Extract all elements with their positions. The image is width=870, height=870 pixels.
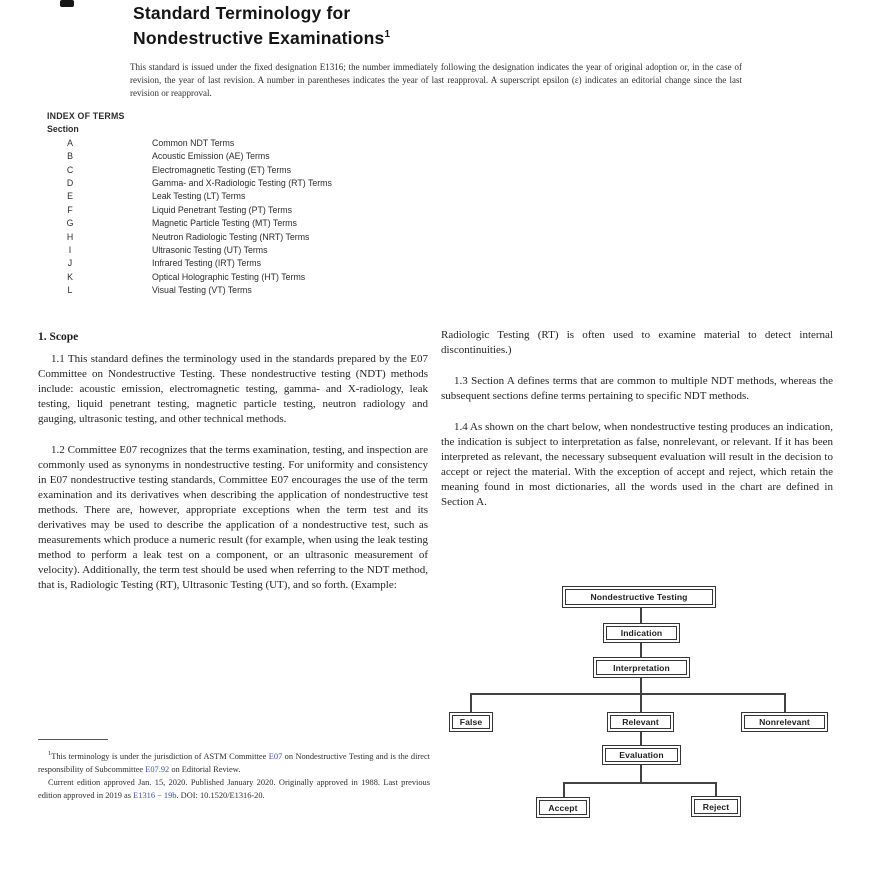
connector-line	[563, 782, 565, 797]
section-letter: K	[67, 271, 73, 282]
flowchart-node-indication: Indication	[603, 623, 680, 643]
section-letter: J	[67, 258, 73, 269]
paragraph-1-2-continued: Radiologic Testing (RT) is often used to examine material to detect internal discontinuities.)	[441, 329, 833, 356]
section-letter: F	[67, 204, 73, 215]
footnote-divider	[38, 739, 108, 740]
index-row	[47, 257, 467, 270]
index-row	[47, 204, 467, 217]
index-section-label: Section	[47, 124, 79, 135]
paragraph-1-3: 1.3 Section A defines terms that are common to multiple NDT methods, whereas the subsequent sections define terms pertaining to specific NDT methods.	[441, 375, 833, 402]
connector-line	[640, 608, 642, 623]
body-column-right	[441, 328, 833, 510]
connector-line	[640, 643, 642, 657]
paragraph-1-2: 1.2 Committee E07 recognizes that the terms examination, testing, and inspection are commonly used as synonyms in nondestructive testing. For uniformity and consistency in E07 nondestructive testing standards, Committee E07 encourages the use of the term examination and its derivatives when describing the application of nondestructive test methods. There are, however, appropriate exceptions when the term test and its derivatives may be used to describe the application of a nondestructive test, such as measurements which produce a numeric result (for example, when using the leak testing method to perform a leak test on a component, or an ultrasonic measurement of velocity). Additionally, the term test should be used when referring to the NDT method, that is, Radiologic Testing (RT), Ultrasonic Testing (UT), and so forth. (Example:	[38, 444, 428, 591]
index-row	[47, 164, 467, 177]
footnote-text-segment: This terminology is under the jurisdiction of ASTM Committee	[51, 751, 269, 761]
section-term: Common NDT Terms	[152, 137, 235, 148]
designation-boilerplate: This standard is issued under the fixed designation E1316; the number immediately following the designation indicates the year of original adoption or, in the case of revision, the year of last revision. A number in parentheses indicates the year of last reapproval. A superscript epsilon (ε) indicates an editorial change since the last revision or reapproval.	[130, 62, 742, 98]
section-term: Ultrasonic Testing (UT) Terms	[152, 244, 268, 255]
index-row	[47, 217, 467, 230]
section-letter: H	[66, 231, 74, 242]
subcommittee-link[interactable]: E07.92	[145, 764, 170, 774]
flowchart-node-interpretation: Interpretation	[593, 657, 690, 678]
previous-edition-link[interactable]: E1316 − 19b	[133, 790, 177, 800]
title-footnote-marker: 1	[384, 29, 391, 40]
index-row	[47, 244, 467, 257]
footnote-marker: 1	[48, 750, 52, 757]
index-row	[47, 271, 467, 284]
section-term: Neutron Radiologic Testing (NRT) Terms	[152, 231, 310, 242]
flowchart-node-accept: Accept	[536, 797, 590, 818]
paragraph-1-4: 1.4 As shown on the chart below, when nondestructive testing produces an indication, the indication is subject to interpretation as false, nonrelevant, or relevant. If it has been interpreted as relevant, the necessary subsequent evaluation will result in the decision to accept or reject the material. With the exception of accept and reject, which retain the meaning found in most dictionaries, all the words used in the chart are defined in Section A.	[441, 421, 833, 508]
index-row	[47, 177, 467, 190]
section-term: Acoustic Emission (AE) Terms	[152, 151, 270, 162]
connector-line	[784, 693, 786, 712]
footnote-text-segment: on Nondestructive Testing and is the direct responsibility of Subcommittee	[38, 751, 430, 774]
committee-link[interactable]: E07	[268, 751, 283, 761]
body-column-left	[38, 328, 428, 593]
footnote-1	[38, 747, 430, 776]
scan-artifact-mark	[60, 0, 74, 7]
flowchart-node-false: False	[449, 712, 493, 732]
section-term: Electromagnetic Testing (ET) Terms	[152, 164, 292, 175]
section-term: Gamma- and X-Radiologic Testing (RT) Terms	[152, 177, 332, 188]
flowchart-node-nonrelevant: Nonrelevant	[741, 712, 828, 732]
index-row	[47, 150, 467, 163]
connector-line	[640, 765, 642, 782]
footnote-edition	[38, 776, 430, 802]
flowchart-node-evaluation: Evaluation	[602, 745, 681, 765]
section-letter: B	[67, 151, 73, 162]
connector-line	[715, 782, 717, 797]
section-term: Infrared Testing (IRT) Terms	[152, 258, 262, 269]
index-row	[47, 284, 467, 297]
section-term: Optical Holographic Testing (HT) Terms	[152, 271, 306, 282]
section-term: Liquid Penetrant Testing (PT) Terms	[152, 204, 293, 215]
connector-line	[640, 678, 642, 693]
flowchart-node-relevant: Relevant	[607, 712, 674, 732]
connector-line	[640, 693, 642, 712]
footnote-text-segment: on Editorial Review.	[169, 764, 241, 774]
ndt-flowchart	[441, 586, 839, 828]
footnote-block	[38, 739, 430, 802]
scope-heading: 1. Scope	[38, 331, 79, 343]
paragraph-1-1: 1.1 This standard defines the terminology used in the standards prepared by the E07 Committee on Nondestructive Testing. These nondestructive testing (NDT) methods include: acoustic emission, electromagnetic testing, gamma- and X-radiology, leak testing, liquid penetrant testing, magnetic particle testing, neutron radiology and gauging, ultrasonic testing, and other technical methods.	[38, 353, 428, 425]
section-letter: G	[66, 218, 74, 229]
footnote-text-segment: Current edition approved Jan. 15, 2020. Published January 2020. Originally approved in 1988. Last previous edition approved in 2019 as	[38, 777, 430, 800]
section-letter: C	[66, 164, 74, 175]
index-row	[47, 190, 467, 203]
section-term: Leak Testing (LT) Terms	[152, 191, 246, 202]
flowchart-node-nondestructive-testing: Nondestructive Testing	[562, 586, 716, 608]
section-letter: I	[68, 244, 72, 255]
index-of-terms	[47, 110, 467, 298]
section-letter: L	[67, 285, 73, 296]
page-title	[133, 3, 563, 49]
section-letter: A	[67, 137, 73, 148]
connector-line	[470, 693, 472, 712]
connector-line	[563, 782, 717, 784]
section-letter: E	[67, 191, 73, 202]
footnote-text-segment: . DOI: 10.1520/E1316-20.	[176, 790, 265, 800]
section-term: Magnetic Particle Testing (MT) Terms	[152, 218, 297, 229]
connector-line	[470, 693, 786, 695]
section-letter: D	[66, 177, 74, 188]
flowchart-node-reject: Reject	[691, 796, 741, 817]
index-row	[47, 231, 467, 244]
section-term: Visual Testing (VT) Terms	[152, 285, 252, 296]
title-line-1: Standard Terminology for	[133, 3, 351, 23]
index-heading: INDEX OF TERMS	[47, 111, 125, 121]
title-line-2: Nondestructive Examinations	[133, 27, 385, 48]
connector-line	[640, 732, 642, 745]
index-row	[47, 137, 467, 150]
